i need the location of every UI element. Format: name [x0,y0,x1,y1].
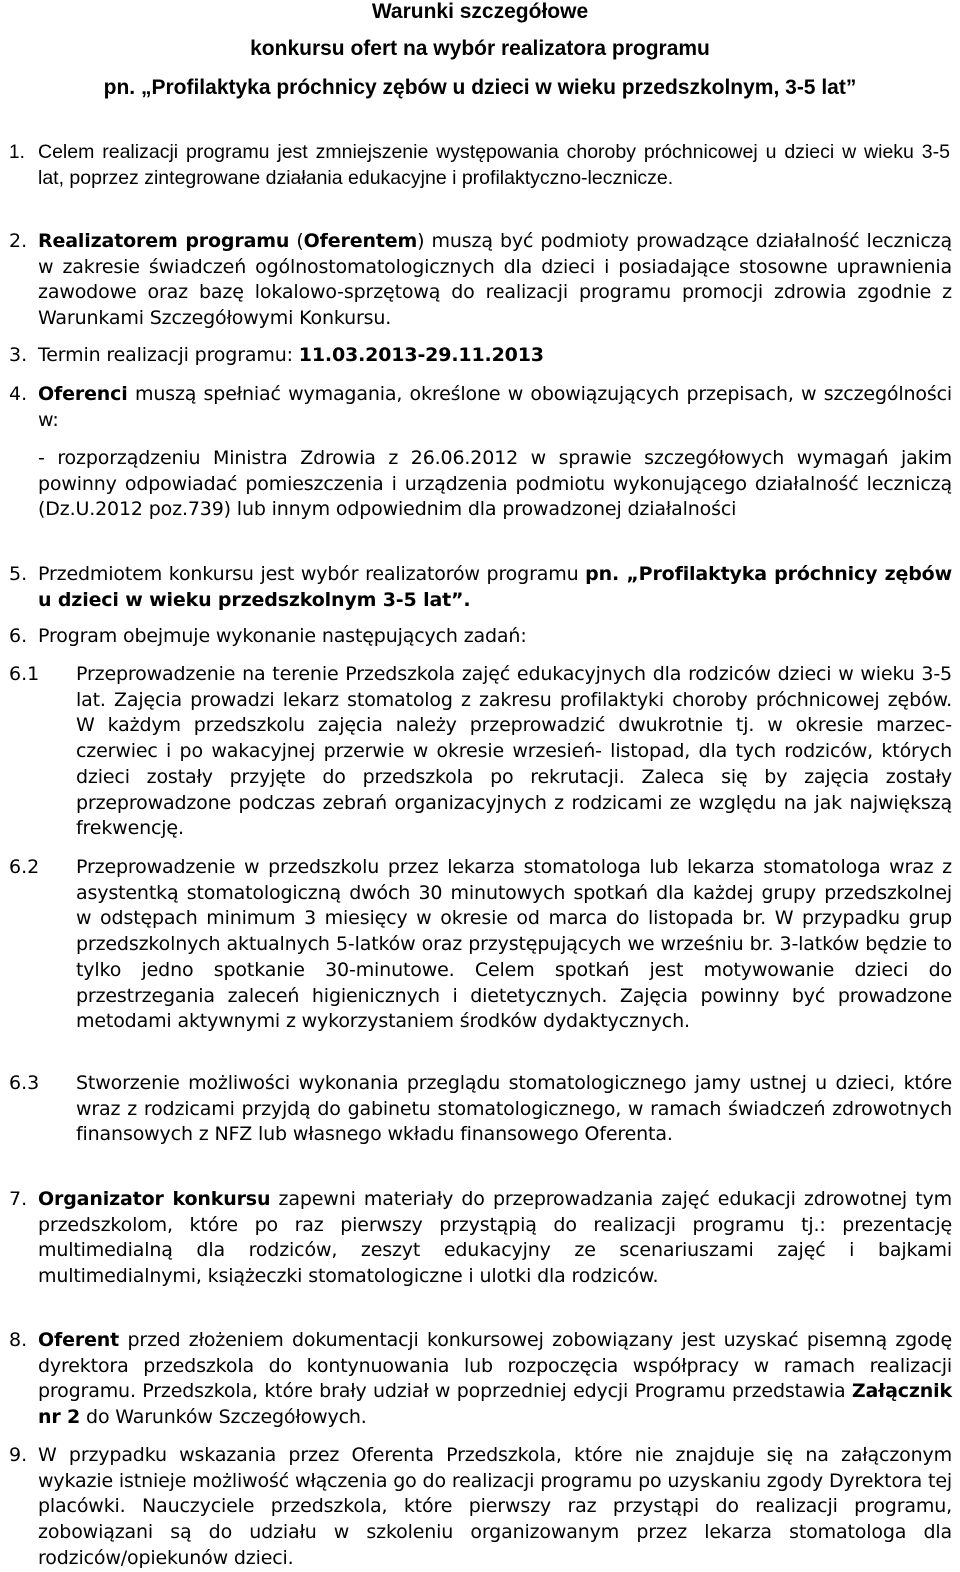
item-4-text [38,382,952,433]
item-number-5: 5. [9,563,28,585]
item-5-text [38,562,952,613]
item-7-bold: Organizator konkursu [38,1188,271,1210]
document-subtitle: konkursu ofert na wybór realizatora programu [250,37,710,60]
item-3-label: Termin realizacji programu: [38,344,299,366]
item-9-text: W przypadku wskazania przez Oferenta Przedszkola, które nie znajduje się na załączonym wykazie istnieje możliwość włączenia go do realizacji programu po uzyskaniu zgody Dyrektora tej placówki. Nauczyciele przedszkola, które pierwszy raz przystąpi do realizacji programu, zobowiązani są do udziału w szkoleniu organizowanym przez lekarza stomatologa dla rodziców/opiekunów dzieci. [38,1444,952,1569]
item-1-text: Celem realizacji programu jest zmniejszenie występowania choroby próchnicowej u dzieci w wieku 3-5 lat, poprzez zintegrowane działania edukacyjne i profilaktyczno-lecznicze. [38,141,950,189]
item-7-body: zapewni materiały do przeprowadzania zajęć edukacji zdrowotnej tym przedszkolom, które po raz pierwszy przystąpią do realizacji programu tj.: prezentację multimedialną dla rodziców, zeszyt edukacyjny ze scenariuszami zajęć i bajkami multimedialnymi, książeczki stomatologiczne i ulotki dla rodziców. [38,1188,952,1288]
item-3-date-range: 11.03.2013-29.11.2013 [298,344,544,366]
item-2-text-a: ( [289,230,304,252]
item-number-4: 4. [9,383,28,405]
item-2-text [38,229,952,332]
item-number-8: 8. [9,1329,28,1351]
item-8-tail: do Warunków Szczegółowych. [80,1406,367,1429]
item-number-6-2: 6.2 [9,856,40,878]
item-number-3: 3. [9,344,28,366]
item-2-bold-oferent: Oferentem [303,230,418,252]
item-number-2: 2. [9,230,28,252]
program-name: pn. „Profilaktyka próchnicy zębów u dzieci w wieku przedszkolnym, 3-5 lat” [103,76,857,99]
item-8-text [38,1328,952,1431]
item-6-3-text: Stworzenie możliwości wykonania przeglądu stomatologicznego jamy ustnej u dzieci, które wraz z rodzicami przyjdą do gabinetu stomatologicznego, w ramach świadczeń zdrowotnych finansowych z NFZ lub własnego wkładu finansowego Oferenta. [76,1072,952,1146]
item-3-text [38,343,952,369]
item-number-6-3: 6.3 [9,1072,40,1094]
item-6-2-text: Przeprowadzenie w przedszkolu przez lekarza stomatologa lub lekarza stomatologa wraz z asystentką stomatologiczną dwóch 30 minutowych spotkań dla każdej grupy przedszkolnej w odstępach minimum 3 miesięcy w okresie od marca do listopada br. W przypadku grup przedszkolnych aktualnych 5-latków oraz przystępujących we wrześniu br. 3-latków będzie to tylko jedno spotkanie 30-minutowe. Celem spotkań jest motywowanie dzieci do przestrzegania zaleceń higienicznych i dietetycznych. Zajęcia powinny być prowadzone metodami aktywnymi z wykorzystaniem środków dydaktycznych. [76,856,952,1033]
item-6-text: Program obejmuje wykonanie następujących zadań: [38,625,527,647]
item-number-6-1: 6.1 [9,663,40,685]
item-8-bold: Oferent [38,1329,120,1351]
item-2-bold-realizator: Realizatorem programu [38,230,290,252]
item-number-6: 6. [9,625,28,647]
item-4-regulation: - rozporządzeniu Ministra Zdrowia z 26.06.2012 w sprawie szczegółowych wymagań jakim powinny odpowiadać pomieszczenia i urządzenia podmiotu wykonującego działalność leczniczą (Dz.U.2012 poz.739) lub innym odpowiednim dla prowadzonej działalności [38,447,952,521]
item-8-body: przed złożeniem dokumentacji konkursowej zobowiązany jest uzyskać pisemną zgodę dyrektora przedszkola do kontynuowania lub rozpoczęcia współpracy w ramach realizacji programu. Przedszkola, które brały udział w poprzedniej edycji Programu przedstawia [38,1329,952,1403]
item-number-1: 1. [9,142,25,163]
document-title: Warunki szczegółowe [371,0,589,23]
item-7-text [38,1187,952,1290]
item-8-attachment: Załącznik nr 2 [38,1380,952,1429]
item-4-bold: Oferenci [38,383,128,405]
item-5-program-name: pn. „Profilaktyka próchnicy zębów u dzieci w wieku przedszkolnym 3-5 lat”. [38,563,952,611]
item-5-body: Przedmiotem konkursu jest wybór realizatorów programu [38,563,586,585]
item-number-9: 9. [9,1444,28,1466]
item-number-7: 7. [9,1188,28,1210]
item-2-text-b: ) muszą być podmioty prowadzące działalność leczniczą w zakresie świadczeń ogólnostomatologicznych dla dzieci i posiadające stosowne uprawnienia zawodowe oraz bazę lokalowo-sprzętową do realizacji programu promocji zdrowia zgodnie z Warunkami Szczegółowymi Konkursu. [38,230,952,330]
item-4-body: muszą spełniać wymagania, określone w obowiązujących przepisach, w szczególności w: [38,383,952,431]
item-6-1-text: Przeprowadzenie na terenie Przedszkola zajęć edukacyjnych dla rodziców dzieci w wieku 3-5 lat. Zajęcia prowadzi lekarz stomatolog z zakresu profilaktyki choroby próchnicowej zębów. W każdym przedszkolu zajęcia należy przeprowadzić dwukrotnie tj. w okresie marzec-czerwiec i po wakacyjnej przerwie w okresie wrzesień- listopad, dla tych rodziców, których dzieci zostały przyjęte do przedszkola po rekrutacji. Zaleca się by zajęcia zostały przeprowadzone podczas zebrań organizacyjnych z rodzicami ze względu na jak największą frekwencję. [76,663,952,840]
